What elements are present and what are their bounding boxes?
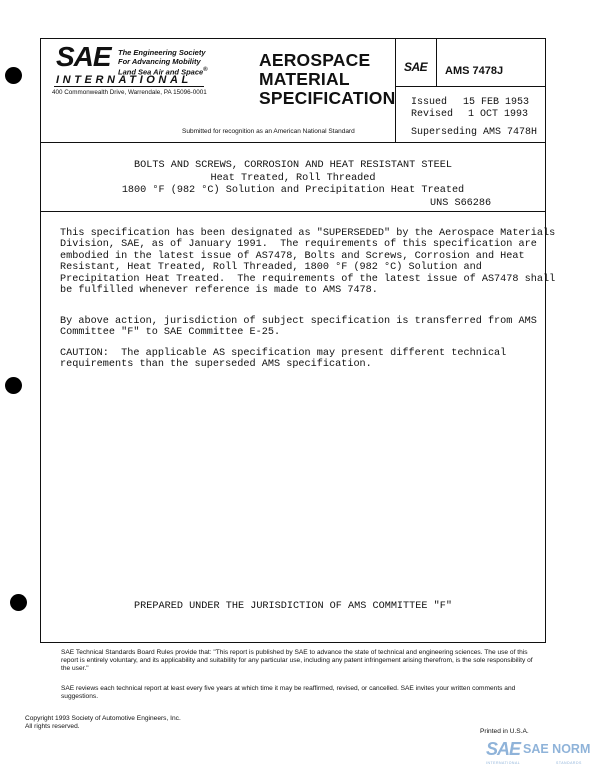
sae-logo-text: SAE [56,41,111,72]
uns-designation: UNS S66286 [430,198,492,209]
sae-tagline [118,49,208,77]
international-underline [54,86,204,87]
watermark-text: SAE NORM [523,742,591,756]
board-rules-text: SAE Technical Standards Board Rules provide that: "This report is published by SAE to advance the state of technical and engineering sciences. The use of this report is entirely voluntary, and its applicability and suitability for any particular use, including any patent infringement arising therefrom, is the sole responsibility of the user." [61,649,533,672]
revised-date: 1 OCT 1993 [468,109,529,120]
title-line-1: BOLTS AND SCREWS, CORROSION AND HEAT RESISTANT STEEL [134,160,452,171]
tagline-line-1: The Engineering Society [118,48,206,57]
header-divider [40,142,546,143]
punch-hole-bottom [10,594,27,611]
small-sae-logo: SAE [404,60,428,74]
rights-text: All rights reserved. [25,723,80,730]
doc-type-line-3: SPECIFICATION [259,88,396,108]
doc-number-divider [395,86,546,87]
sae-norm-watermark [486,739,594,769]
punch-hole-top [5,67,22,84]
revised-label: Revised [411,109,454,120]
document-type [259,51,395,108]
doc-type-line-1: AEROSPACE [259,50,371,70]
international-label: INTERNATIONAL [56,74,192,86]
address: 400 Commonwealth Drive, Warrendale, PA 15096-0001 [52,89,207,96]
doc-type-line-2: MATERIAL [259,69,350,89]
printed-text: Printed in U.S.A. [480,728,529,735]
superseded-notice: This specification has been designated as "SUPERSEDED" by the Aerospace Materials Division, SAE, as of January 1991. The requirements of this specification are embodied in the latest issue of AS7478, Bolts and Screws, Corrosion and Heat Resistant, Heat Treated, Roll Threaded, 1800 °F (982 °C) Solution and Precipitation Heat Treated. The requirements of the latest issue of AS7478 shall be fulfilled whenever reference is made to AMS 7478. [60,228,556,297]
submitted-note: Submitted for recognition as an American National Standard [182,128,355,135]
punch-hole-middle [5,377,22,394]
document-number: AMS 7478J [445,65,504,77]
tagline-line-3: Land Sea Air and Space® [118,67,208,77]
caution-notice: CAUTION: The applicable AS specification may present different technical requirements than the superseded AMS specification. [60,348,507,371]
registered-mark: ® [203,67,208,73]
superseding-note: Superseding AMS 7478H [411,127,538,138]
title-block [41,160,545,198]
copyright-text: Copyright 1993 Society of Automotive Engineers, Inc. [25,715,181,722]
review-text: SAE reviews each technical report at least every five years at which time it may be reaffirmed, revised, or cancelled. SAE invites your written comments and suggestions. [61,685,516,700]
watermark-sub-right: STANDARDS [556,761,582,765]
issued-date: 15 FEB 1953 [463,97,530,108]
sae-logo [56,41,111,72]
title-line-3: 1800 °F (982 °C) Solution and Precipitation Heat Treated [121,185,465,196]
tagline-line-2: For Advancing Mobility [118,56,201,66]
title-divider [40,211,546,212]
issued-label: Issued [411,97,448,108]
small-logo-divider [436,38,437,86]
title-line-2: Heat Treated, Roll Threaded [210,172,376,184]
prepared-statement: PREPARED UNDER THE JURISDICTION OF AMS COMMITTEE "F" [134,601,452,612]
issued-row [411,97,529,108]
revised-row [411,109,528,120]
jurisdiction-notice: By above action, jurisdiction of subject specification is transferred from AMS Committee "F" to SAE Committee E-25. [60,316,537,339]
watermark-sub-left: INTERNATIONAL [486,761,521,765]
watermark-logo: SAE [486,739,521,759]
